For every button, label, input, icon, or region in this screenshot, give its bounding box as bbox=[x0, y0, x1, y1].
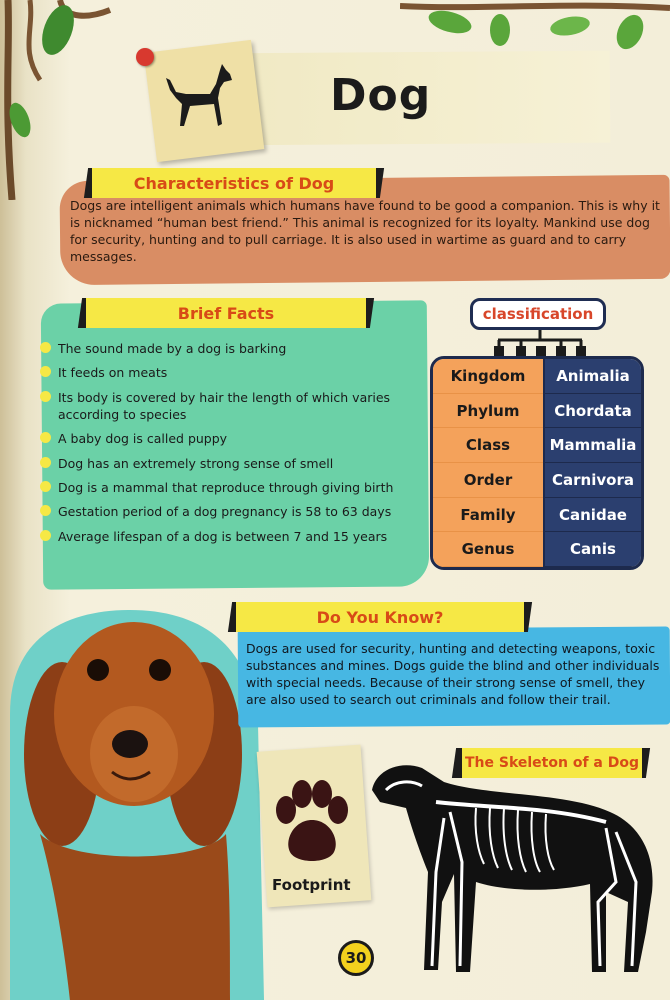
brief-facts-heading: Brief Facts bbox=[86, 298, 366, 328]
rank-label: Phylum bbox=[433, 394, 543, 429]
fact-text: Its body is covered by hair the length of which varies according to species bbox=[58, 389, 391, 422]
pushpin-icon bbox=[136, 48, 154, 66]
page-number: 30 bbox=[338, 940, 374, 976]
dog-silhouette-icon bbox=[160, 64, 240, 134]
fact-item bbox=[44, 389, 424, 423]
rank-value: Chordata bbox=[543, 394, 641, 429]
characteristics-heading: Characteristics of Dog bbox=[92, 168, 376, 198]
classification-row bbox=[433, 359, 641, 394]
rank-value: Canidae bbox=[543, 498, 641, 533]
classification-table bbox=[430, 356, 644, 570]
bullet-icon bbox=[40, 505, 51, 516]
fact-item bbox=[44, 340, 424, 357]
dog-photo bbox=[0, 604, 272, 1000]
fact-item bbox=[44, 430, 424, 447]
brief-facts-list bbox=[44, 340, 424, 552]
rank-value: Canis bbox=[543, 532, 641, 567]
fact-item bbox=[44, 528, 424, 545]
bullet-icon bbox=[40, 457, 51, 468]
rank-label: Class bbox=[433, 428, 543, 463]
fact-item bbox=[44, 364, 424, 381]
bullet-icon bbox=[40, 342, 51, 353]
rank-value: Carnivora bbox=[543, 463, 641, 498]
rank-label: Order bbox=[433, 463, 543, 498]
bullet-icon bbox=[40, 530, 51, 541]
page-title: Dog bbox=[330, 70, 432, 121]
classification-row bbox=[433, 463, 641, 498]
fact-item bbox=[44, 455, 424, 472]
bullet-icon bbox=[40, 481, 51, 492]
paw-print-icon bbox=[268, 780, 354, 864]
dog-skeleton-illustration bbox=[366, 752, 666, 982]
characteristics-text: Dogs are intelligent animals which humans have found to be good a companion. This is why it is nicknamed “human best friend.” This animal is recognized for its loyalty. Mankind use dog for security, hunting and to pull carriage. It is also used in wartime as guard and to carry messages. bbox=[70, 198, 660, 264]
fact-text: Gestation period of a dog pregnancy is 58 to 63 days bbox=[58, 504, 392, 520]
fact-text: A baby dog is called puppy bbox=[58, 431, 228, 447]
fact-text: The sound made by a dog is barking bbox=[58, 341, 287, 356]
bullet-icon bbox=[40, 366, 51, 377]
fact-text: Dog is a mammal that reproduce through giving birth bbox=[58, 479, 394, 495]
classification-row bbox=[433, 498, 641, 533]
do-you-know-heading: Do You Know? bbox=[236, 602, 524, 632]
footprint-label: Footprint bbox=[272, 876, 351, 894]
classification-row bbox=[433, 428, 641, 463]
bullet-icon bbox=[40, 432, 51, 443]
rank-label: Kingdom bbox=[433, 359, 543, 394]
rank-value: Mammalia bbox=[543, 428, 641, 463]
rank-value: Animalia bbox=[543, 359, 641, 394]
fact-text: Dog has an extremely strong sense of smell bbox=[58, 455, 334, 471]
dachshund-illustration bbox=[0, 604, 272, 1000]
fact-item bbox=[44, 503, 424, 520]
skeleton-heading: The Skeleton of a Dog bbox=[462, 748, 642, 778]
fact-text: Average lifespan of a dog is between 7 and 15 years bbox=[58, 528, 388, 544]
classification-row bbox=[433, 394, 641, 429]
classification-label: classification bbox=[470, 298, 606, 330]
do-you-know-text: Dogs are used for security, hunting and detecting weapons, toxic substances and mines. Dogs guide the blind and other individuals with special needs. Because of their strong sense of smell, they are also used to search out criminals and follow their trail. bbox=[246, 641, 660, 707]
rank-label: Genus bbox=[433, 532, 543, 567]
bullet-icon bbox=[40, 391, 51, 402]
classification-row bbox=[433, 532, 641, 567]
rank-label: Family bbox=[433, 498, 543, 533]
fact-text: It feeds on meats bbox=[58, 365, 168, 381]
fact-item bbox=[44, 479, 424, 496]
